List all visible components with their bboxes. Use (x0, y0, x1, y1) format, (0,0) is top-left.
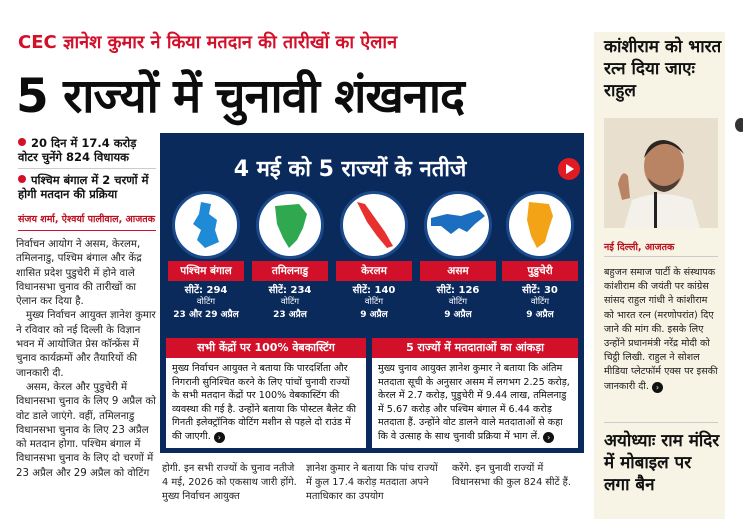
state-name: तमिलनाडु (252, 261, 328, 281)
byline: संजय शर्मा, ऐश्वर्या पालीवाल, आजतक (18, 214, 155, 225)
sidebar-photo (604, 118, 718, 228)
bullet-text: 20 दिन में 17.4 करोड़ वोटर चुनेंगे 824 विधायक (18, 136, 137, 164)
state-card-assam (420, 191, 496, 320)
state-card-keralam (336, 191, 412, 320)
sidebar (594, 32, 725, 519)
paragraph: असम, केरल और पुडुचेरी में विधानसभा चुनाव के लिए 9 अप्रैल को वोट डाले जाएंगे. वहीं, तमिलनाडु विधानसभा चुनाव के लिए 23 अप्रैल को मतदान होगा. पश्चिम बंगाल में विधानसभा चुनाव के लिए दो चरणों में 23 अप्रैल और 29 अप्रैल को वोटिंग (16, 381, 156, 479)
left-column (16, 238, 156, 481)
bullet-dot-icon (18, 138, 26, 146)
puducherry-map-icon (509, 194, 571, 256)
divider (18, 230, 156, 231)
state-seats: सीटें: 294 (184, 285, 228, 296)
state-map (340, 191, 408, 259)
box-heading: सभी केंद्रों पर 100% वेबकास्टिंग (166, 338, 366, 358)
state-name: पश्चिम बंगाल (168, 261, 244, 281)
state-card-puducherry (502, 191, 578, 320)
state-map (172, 191, 240, 259)
divider (604, 422, 718, 423)
state-card-west-bengal (168, 191, 244, 320)
state-voting-date: 23 और 29 अप्रैल (173, 310, 239, 320)
arrow-icon[interactable]: › (214, 432, 225, 443)
state-voting-date: 9 अप्रैल (444, 310, 472, 320)
sidebar-headline-2: अयोध्याः राम मंदिर में मोबाइल पर लगा बैन (604, 431, 720, 495)
state-map (424, 191, 492, 259)
webcasting-box (166, 338, 366, 448)
bottom-column: करेंगे. इन चुनावी राज्यों में विधानसभा की कुल 824 सीटें हैं. (452, 463, 571, 488)
sidebar-headline: कांशीराम को भारत रत्न दिया जाएः राहुल (604, 37, 722, 101)
arrow-icon[interactable]: › (652, 382, 663, 393)
sidebar-byline: नई दिल्ली, आजतक (604, 242, 675, 253)
sidebar-body (604, 266, 720, 394)
west-bengal-map-icon (175, 194, 237, 256)
infographic-title: 4 मई को 5 राज्यों के नतीजे (233, 157, 467, 182)
bullet-text: पश्चिम बंगाल में 2 चरणों में होगी मतदान की प्रक्रिया (18, 173, 149, 201)
paragraph: निर्वाचन आयोग ने असम, केरलम, तमिलनाडु, पश्चिम बंगाल और केंद्र शासित प्रदेश पुडुचेरी में होने वाले विधानसभा चुनाव की तारीखों का ऐलान कर दिया है. (16, 239, 142, 308)
state-name: केरलम (336, 261, 412, 281)
state-voting-label: वोटिंग (448, 297, 468, 307)
arrow-icon[interactable]: › (543, 432, 554, 443)
state-seats: सीटें: 126 (436, 285, 480, 296)
divider (604, 256, 718, 257)
kicker-headline: CEC ज्ञानेश कुमार ने किया मतदान की तारीखों का ऐलान (18, 32, 398, 53)
tamil-nadu-map-icon (259, 194, 321, 256)
scroll-handle[interactable] (735, 118, 743, 132)
play-icon[interactable] (558, 158, 580, 180)
assam-map-icon (427, 194, 489, 256)
box-body: मुख्य चुनाव आयुक्त ज्ञानेश कुमार ने बताया कि अंतिम मतदाता सूची के अनुसार असम में लगभग 2.25 करोड़, केरल में 2.7 करोड़, पुडुचेरी में 9.44 लाख, तमिलनाडु में 5.67 करोड़ और पश्चिम बंगाल में 6.44 करोड़ मतदाता हैं. उन्होंने वोट डालने वाले मतदाताओं से कहा कि वे उत्साह के साथ चुनावी प्रक्रिया में भाग लें. (378, 363, 570, 442)
state-seats: सीटें: 140 (352, 285, 396, 296)
state-voting-date: 9 अप्रैल (360, 310, 388, 320)
state-voting-label: वोटिंग (280, 297, 300, 307)
state-seats: सीटें: 234 (268, 285, 312, 296)
person-photo-icon (604, 118, 718, 228)
box-body: मुख्य निर्वाचन आयुक्त ने बताया कि पारदर्शिता और निगरानी सुनिश्चित करने के लिए पांचों चुनावी राज्यों के सभी मतदान केंद्रों पर 100% वेबकास्टिंग की व्यवस्था की गई है. उन्होंने बताया कि पोस्टल बैलेट की गिनती इलेक्ट्रॉनिक वोटिंग मशीन से पहले दो राउंड में की जाएगी. (172, 363, 356, 442)
box-text (166, 358, 366, 448)
bottom-column: होगी. इन सभी राज्यों के चुनाव नतीजे 4 मई, 2026 को एकसाथ जारी होंगे. मुख्य निर्वाचन आयुक्त (162, 463, 297, 502)
state-voting-date: 23 अप्रैल (273, 310, 307, 320)
bullet-dot-icon (18, 175, 26, 183)
state-voting-date: 9 अप्रैल (526, 310, 554, 320)
divider (18, 168, 156, 169)
state-name: असम (420, 261, 496, 281)
state-seats: सीटें: 30 (522, 285, 558, 296)
state-card-tamil-nadu (252, 191, 328, 320)
box-text (372, 358, 578, 448)
state-map (256, 191, 324, 259)
state-map (506, 191, 574, 259)
state-name: पुडुचेरी (502, 261, 578, 281)
bullet-point (18, 173, 158, 201)
bottom-column: ज्ञानेश कुमार ने बताया कि पांच राज्यों में कुल 17.4 करोड़ मतदाता अपने मताधिकार का उपयोग (306, 463, 438, 502)
bullet-point (18, 136, 158, 164)
sidebar-body-text: बहुजन समाज पार्टी के संस्थापक कांशीराम की जयंती पर कांग्रेस सांसद राहुल गांधी ने कांशीराम को भारत रत्न (मरणोपरांत) दिए जाने की मांग की. इसके लिए उन्होंने प्रधानमंत्री नरेंद्र मोदी को चिट्ठी लिखी. राहुल ने सोशल मीडिया प्लेटफॉर्म एक्स पर इसकी जानकारी दी. (604, 267, 718, 392)
voters-box (372, 338, 578, 448)
state-voting-label: वोटिंग (196, 297, 216, 307)
keralam-map-icon (343, 194, 405, 256)
results-infographic (160, 133, 584, 453)
main-headline: 5 राज्यों में चुनावी शंखनाद (16, 69, 465, 124)
paragraph: मुख्य निर्वाचन आयुक्त ज्ञानेश कुमार ने रविवार को नई दिल्ली के विज्ञान भवन में आयोजित प्रेस कॉन्फ्रेंस में चुनाव कार्यक्रमों और तैयारियों की जानकारी दी. (16, 310, 156, 379)
state-voting-label: वोटिंग (530, 297, 550, 307)
box-heading: 5 राज्यों में मतदाताओं का आंकड़ा (372, 338, 578, 358)
state-voting-label: वोटिंग (364, 297, 384, 307)
